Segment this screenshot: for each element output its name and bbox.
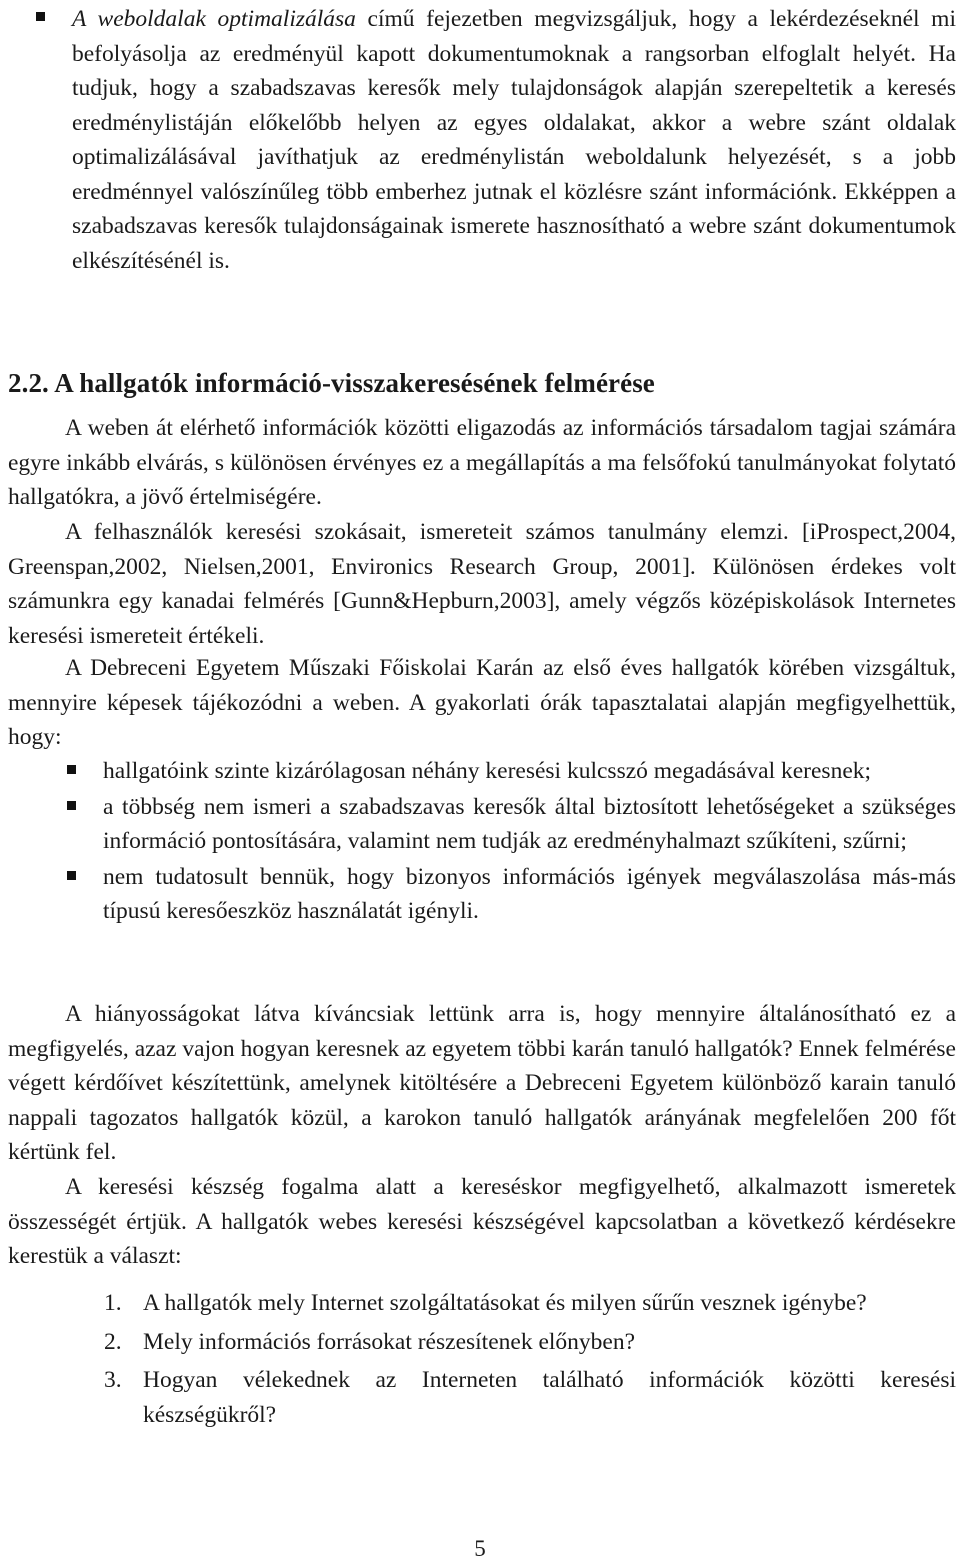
question-item: [104, 1363, 956, 1432]
list-item: [103, 790, 956, 859]
top-bullet-text: című fejezetben megvizsgáljuk, hogy a lekérdezéseknél mi befolyásolja az eredményül kapott dokumentumoknak a rangsorban elfoglalt helyét. Ha tudjuk, hogy a szabadszavas keresők mely tulajdonságok alapján szerepeltetik a keresés eredménylistáján előkelőbb helyen az egyes oldalakat, akkor a webre szánt oldalak optimalizálásával javíthatjuk az eredménylistán weboldalunk helyezését, s a jobb eredménnyel valószínűleg több emberhez jutnak el közlésre szánt információnk. Ekképpen a szabadszavas keresők tulajdonságainak ismerete hasznosítható a webre szánt dokumentumok elkészítésénél is.: [72, 6, 956, 274]
top-bullet-paragraph: [72, 2, 956, 278]
question-item: [104, 1325, 956, 1360]
list-item-text: a többség nem ismeri a szabadszavas keresők által biztosított lehetőségeket a szükséges információ pontosítására, valamint nem tudják az eredményhalmazt szűkíteni, szűrni;: [103, 793, 956, 854]
square-bullet-icon: [67, 801, 76, 810]
square-bullet-icon: [36, 12, 45, 21]
observation-list: [103, 754, 956, 930]
question-item: [104, 1286, 956, 1321]
question-text: A hallgatók mely Internet szolgáltatásokat és milyen sűrűn vesznek igénybe?: [143, 1290, 867, 1316]
question-text: Mely információs forrásokat részesítenek előnyben?: [143, 1328, 636, 1355]
question-number: 2.: [104, 1328, 122, 1355]
square-bullet-icon: [67, 765, 76, 774]
list-item-text: nem tudatosult bennük, hogy bizonyos információs igények megválaszolása más-más típusú keresőeszköz használatát igényli.: [103, 863, 956, 924]
paragraph-observation: A Debreceni Egyetem Műszaki Főiskolai Karán az első éves hallgatók körében vizsgáltuk, mennyire képesek tájékozódni a weben. A gyakorlati órák tapasztalatai alapján megfigyelhettük, hogy:: [8, 655, 956, 750]
question-text: Hogyan vélekednek az Interneten található információk közötti keresési készségükről?: [143, 1367, 956, 1428]
paragraph-definition: A keresési készség fogalma alatt a kereséskor megfigyelhető, alkalmazott ismeretek összességét értjük. A hallgatók webes keresési készségével kapcsolatban a következő kérdésekre kerestük a választ:: [8, 1174, 956, 1269]
italic-chapter-reference: A weboldalak optimalizálása: [72, 6, 356, 32]
square-bullet-icon: [67, 871, 76, 880]
question-number: 1.: [104, 1290, 122, 1316]
list-item-text: hallgatóink szinte kizárólagosan néhány keresési kulcsszó megadásával keresnek;: [103, 758, 872, 784]
question-list: [104, 1286, 956, 1436]
list-item: [103, 860, 956, 929]
page-number: 5: [474, 1536, 486, 1561]
question-number: 3.: [104, 1367, 122, 1393]
paragraph-intro: A weben át elérhető információk közötti eligazodás az információs társadalom tagjai számára egyre inkább elvárás, s különösen érvényes ez a megállapítás a ma felsőfokú tanulmányokat folytató hallgatókra, a jövő értelmiségére.: [8, 415, 956, 510]
list-item: [103, 754, 956, 789]
paragraph-survey: A hiányosságokat látva kíváncsiak lettünk arra is, hogy mennyire általánosítható ez a megfigyelés, azaz vajon hogyan keresnek az egyetem többi karán tanuló hallgatók? Ennek felmérése végett kérdőívet készítettünk, amelynek kitöltésére a Debreceni Egyetem különböző karain tanuló nappali tagozatos hallgatók közül, a karokon tanuló hallgatók arányának megfelelően 200 főt kértünk fel.: [8, 1001, 956, 1165]
section-heading: 2.2. A hallgatók információ-visszakeresésének felmérése: [8, 368, 655, 398]
paragraph-studies: A felhasználók keresési szokásait, ismereteit számos tanulmány elemzi. [iProspect,2004, Greenspan,2002, Nielsen,2001, Environics Research Group, 2001]. Különösen érdekes volt számunkra egy kanadai felmérés [Gunn&Hepburn,2003], amely végzős középiskolások Internetes keresési ismereteit értékeli.: [8, 519, 956, 649]
